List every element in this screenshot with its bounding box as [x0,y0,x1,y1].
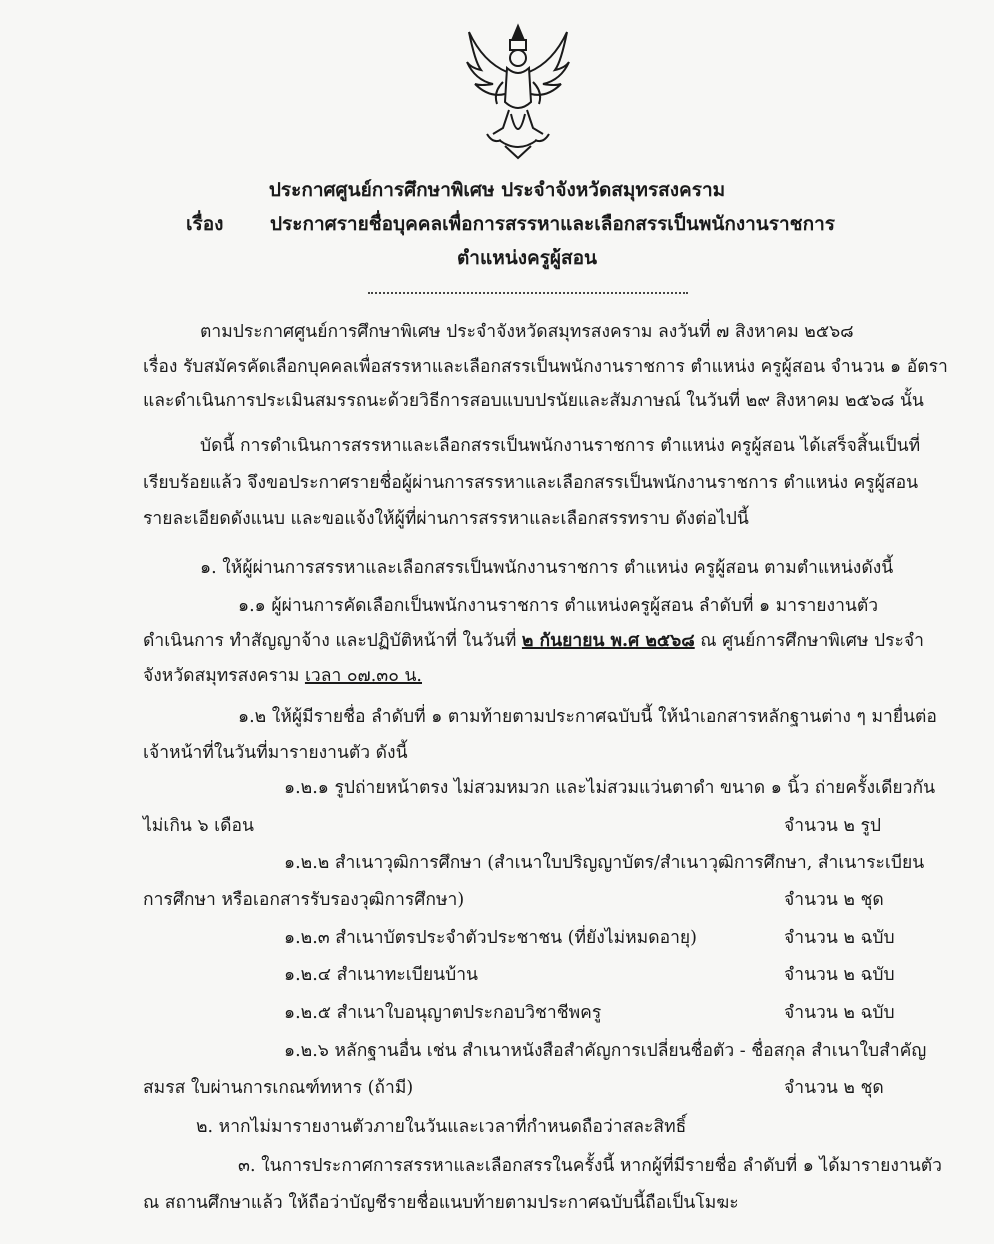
title-subject-label: เรื่อง [186,213,224,235]
item1-1-line2-text: ดำเนินการ ทำสัญญาจ้าง และปฏิบัติหน้าที่ ในวันที่ [143,631,522,651]
para1-line3: และดำเนินการประเมินสมรรถนะด้วยวิธีการสอบแบบปรนัยและสัมภาษณ์ ในวันที่ ๒๙ สิงหาคม ๒๕๖๘ นั้น [143,391,924,411]
para1-line1: ตามประกาศศูนย์การศึกษาพิเศษ ประจำจังหวัดสมุทรสงคราม ลงวันที่ ๗ สิงหาคม ๒๕๖๘ [200,322,854,342]
doc1-line1: ๑.๒.๑ รูปถ่ายหน้าตรง ไม่สวมหมวก และไม่สวมแว่นตาดำ ขนาด ๑ นิ้ว ถ่ายครั้งเดียวกัน [284,778,936,798]
item1-heading: ๑. ให้ผู้ผ่านการสรรหาและเลือกสรรเป็นพนักงานราชการ ตำแหน่ง ครูผู้สอน ตามตำแหน่งดังนี้ [200,558,894,578]
doc5-line1: ๑.๒.๕ สำเนาใบอนุญาตประกอบวิชาชีพครู [284,1003,602,1023]
title-position: ตำแหน่งครูผู้สอน [456,247,598,269]
title-subject-text: ประกาศรายชื่อบุคคลเพื่อการสรรหาและเลือกสรรเป็นพนักงานราชการ [270,213,835,235]
report-date: ๒ กันยายน พ.ศ ๒๕๖๘ [521,631,695,651]
report-time: เวลา ๐๗.๓๐ น. [304,666,422,686]
item1-1-line3-text: จังหวัดสมุทรสงคราม [143,666,305,686]
item1-2-line1: ๑.๒ ให้ผู้มีรายชื่อ ลำดับที่ ๑ ตามท้ายตามประกาศฉบับนี้ ให้นำเอกสารหลักฐานต่าง ๆ มายื่นต่อ [238,707,937,727]
title-line-1: ประกาศศูนย์การศึกษาพิเศษ ประจำจังหวัดสมุทรสงคราม [268,179,726,201]
doc1-quantity: จำนวน ๒ รูป [784,816,882,836]
doc4-line1: ๑.๒.๔ สำเนาทะเบียนบ้าน [284,965,478,985]
para2-line2: เรียบร้อยแล้ว จึงขอประกาศรายชื่อผู้ผ่านการสรรหาและเลือกสรรเป็นพนักงานราชการ ตำแหน่ง ครูผู้สอน [143,473,919,493]
item1-2-line2: เจ้าหน้าที่ในวันที่มารายงานตัว ดังนี้ [143,743,408,763]
doc4-quantity: จำนวน ๒ ฉบับ [784,965,895,985]
doc1-line2: ไม่เกิน ๖ เดือน [143,816,254,836]
doc2-line2: การศึกษา หรือเอกสารรับรองวุฒิการศึกษา) [143,890,465,910]
item3-line2: ณ สถานศึกษาแล้ว ให้ถือว่าบัญชีรายชื่อแนบท้ายตามประกาศฉบับนี้ถือเป็นโมฆะ [143,1193,739,1213]
item3-line1: ๓. ในการประกาศการสรรหาและเลือกสรรในครั้งนี้ หากผู้ที่มีรายชื่อ ลำดับที่ ๑ ได้มารายงานตัว [238,1156,942,1176]
title-divider [368,292,688,294]
item2-line1: ๒. หากไม่มารายงานตัวภายในวันและเวลาที่กำหนดถือว่าสละสิทธิ์ [196,1117,687,1137]
doc3-quantity: จำนวน ๒ ฉบับ [784,928,895,948]
doc6-line2: สมรส ใบผ่านการเกณฑ์ทหาร (ถ้ามี) [143,1078,414,1098]
garuda-emblem-icon [463,22,573,162]
item1-1-line3 [143,664,422,688]
para1-line2: เรื่อง รับสมัครคัดเลือกบุคคลเพื่อสรรหาและเลือกสรรเป็นพนักงานราชการ ตำแหน่ง ครูผู้สอน จำนวน ๑ อัตรา [143,357,948,377]
doc6-line1: ๑.๒.๖ หลักฐานอื่น เช่น สำเนาหนังสือสำคัญการเปลี่ยนชื่อตัว - ชื่อสกุล สำเนาใบสำคัญ [284,1041,927,1061]
item1-1-line2-tail: ณ ศูนย์การศึกษาพิเศษ ประจำ [694,631,925,651]
doc6-quantity: จำนวน ๒ ชุด [784,1078,884,1098]
para2-line3: รายละเอียดดังแนบ และขอแจ้งให้ผู้ที่ผ่านการสรรหาและเลือกสรรทราบ ดังต่อไปนี้ [143,509,749,529]
para2-line1: บัดนี้ การดำเนินการสรรหาและเลือกสรรเป็นพนักงานราชการ ตำแหน่ง ครูผู้สอน ได้เสร็จสิ้นเป็นที่ [200,436,921,456]
item1-1-line2 [143,629,924,653]
doc5-quantity: จำนวน ๒ ฉบับ [784,1003,895,1023]
item1-1-line1: ๑.๑ ผู้ผ่านการคัดเลือกเป็นพนักงานราชการ ตำแหน่งครูผู้สอน ลำดับที่ ๑ มารายงานตัว [238,596,879,616]
doc2-quantity: จำนวน ๒ ชุด [784,890,884,910]
doc3-line1: ๑.๒.๓ สำเนาบัตรประจำตัวประชาชน (ที่ยังไม่หมดอายุ) [284,928,697,948]
doc2-line1: ๑.๒.๒ สำเนาวุฒิการศึกษา (สำเนาใบปริญญาบัตร/สำเนาวุฒิการศึกษา, สำเนาระเบียน [284,853,925,873]
